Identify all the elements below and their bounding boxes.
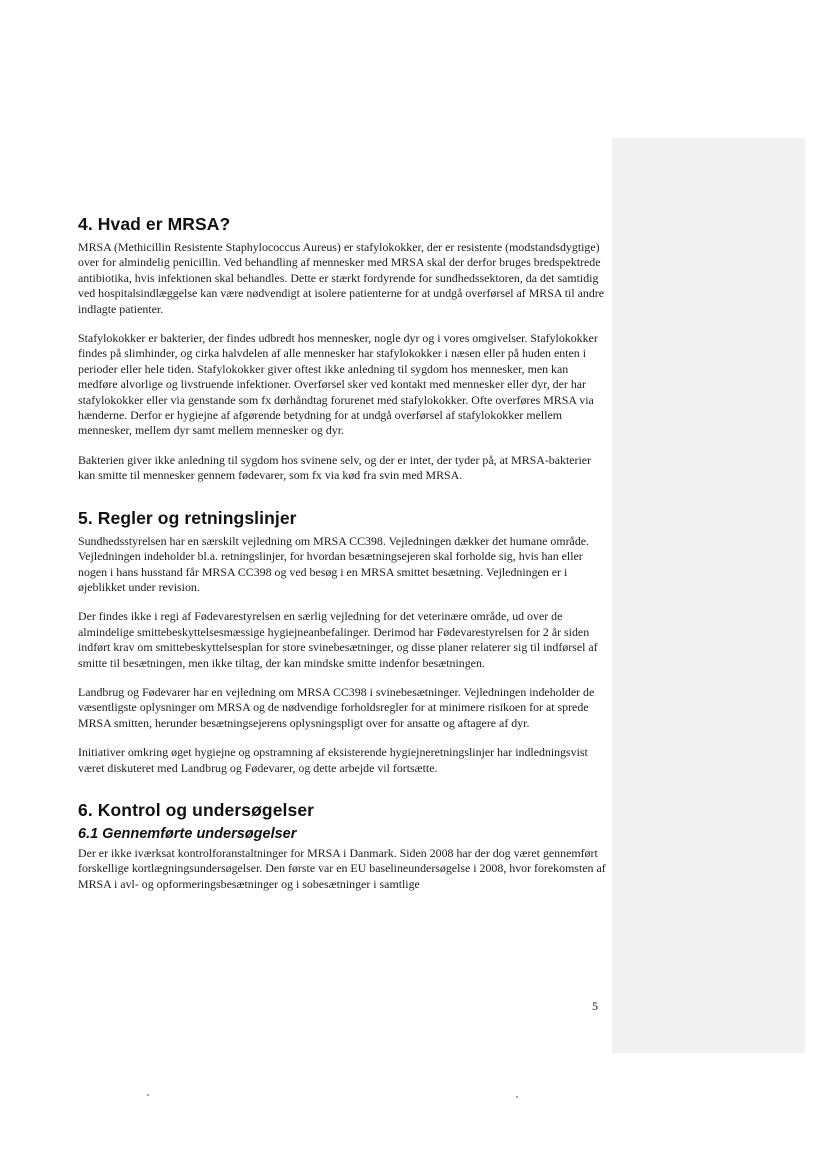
subsection-heading: 6.1 Gennemførte undersøgelser (78, 825, 297, 842)
section-5 (78, 508, 608, 776)
section-4 (78, 214, 608, 484)
paragraph: Initiativer omkring øget hygiejne og opstramning af eksisterende hygiejneretningslinjer har indledningsvist været diskuteret med Landbrug og Fødevarer, og dette arbejde vil fortsætte. (78, 745, 588, 775)
paragraph: Bakterien giver ikke anledning til sygdom hos svinene selv, og der er intet, der tyder på, at MRSA-bakterier kan smitte til mennesker gennem fødevarer, som fx via kød fra svin med MRSA. (78, 452, 592, 483)
paragraph: Stafylokokker er bakterier, der findes udbredt hos mennesker, nogle dyr og i vores omgivelser. Stafylokokker findes på slimhinder, og cirka halvdelen af alle mennesker har stafylokokker i næsen eller på huden enten i perioder eller hele tiden. Stafylokokker giver oftest ikke anledning til sygdom hos mennesker, men kan medføre alvorlige og livstruende infektioner. Overførsel sker ved kontakt med mennesker eller dyr, der har stafylokokker eller via genstande som fx dørhåndtag forurenet med stafylokokker. Ofte overføres MRSA via hænderne. Derfor er hygiejne af afgørende betydning for at undgå overførsel af stafylokokker mellem mennesker, mellem dyr samt mellem mennesker og dyr. (78, 331, 598, 438)
paragraph: Sundhedsstyrelsen har en særskilt vejledning om MRSA CC398. Vejledningen dækker det humane område. Vejledningen indeholder bl.a. retningslinjer, for hvordan besætningsejeren skal forholde sig, hvis han eller nogen i hans husstand får MRSA CC398 og ved besøg i en MRSA smittet besætning. Vejledningen er i øjeblikket under revision. (78, 533, 590, 594)
scan-speck (147, 1094, 149, 1096)
paragraph: Der findes ikke i regi af Fødevarestyrelsen en særlig vejledning for det veterinære område, ud over de almindelige smittebeskyttelsesmæssige hygiejneanbefalinger. Derimod har Fødevarestyrelsen for 2 år siden indført krav om smittebeskyttelsesplan for store svinebesætninger, og disse planer relaterer sig til indførsel af smitte til besætningen, men ikke tiltag, der kan mindske smitte indenfor besætningen. (78, 609, 598, 670)
scan-speck (516, 1096, 518, 1098)
section-heading: 6. Kontrol og undersøgelser (78, 799, 315, 820)
paragraph: Der er ikke iværksat kontrolforanstaltninger for MRSA i Danmark. Siden 2008 har der dog været gennemført forskellige kortlægningsundersøgelser. Den første var en EU baselineundersøgelse i 2008, hvor forekomsten af MRSA i avl- og opformeringsbesætninger og i sobesætninger i samtlige (78, 845, 606, 891)
paragraph: MRSA (Methicillin Resistente Staphylococcus Aureus) er stafylokokker, der er resistente (modstandsdygtige) over for almindelig penicillin. Ved behandling af mennesker med MRSA skal der derfor bruges bredspektrede antibiotika, hvis infektionen skal behandles. Dette er stærkt fordyrende for sundhedssektoren, da det samtidig ved hospitalsindlæggelse kan være nødvendigt at isolere patienterne for at undgå overførsel af MRSA til andre indlagte patienter. (78, 240, 605, 316)
section-heading: 5. Regler og retningslinjer (78, 507, 297, 528)
scan-shadow (612, 138, 805, 1053)
section-6 (78, 800, 608, 892)
page-number: 5 (592, 999, 598, 1013)
section-heading: 4. Hvad er MRSA? (78, 214, 231, 234)
paragraph: Landbrug og Fødevarer har en vejledning om MRSA CC398 i svinebesætninger. Vejledningen indeholder de væsentligste oplysninger om MRSA og de nødvendige forholdsregler for at minimere risikoen for at sprede MRSA smitten, herunder besætningsejerens oplysningspligt over for ansatte og aftagere af dyr. (78, 684, 595, 730)
document-body (78, 214, 608, 906)
